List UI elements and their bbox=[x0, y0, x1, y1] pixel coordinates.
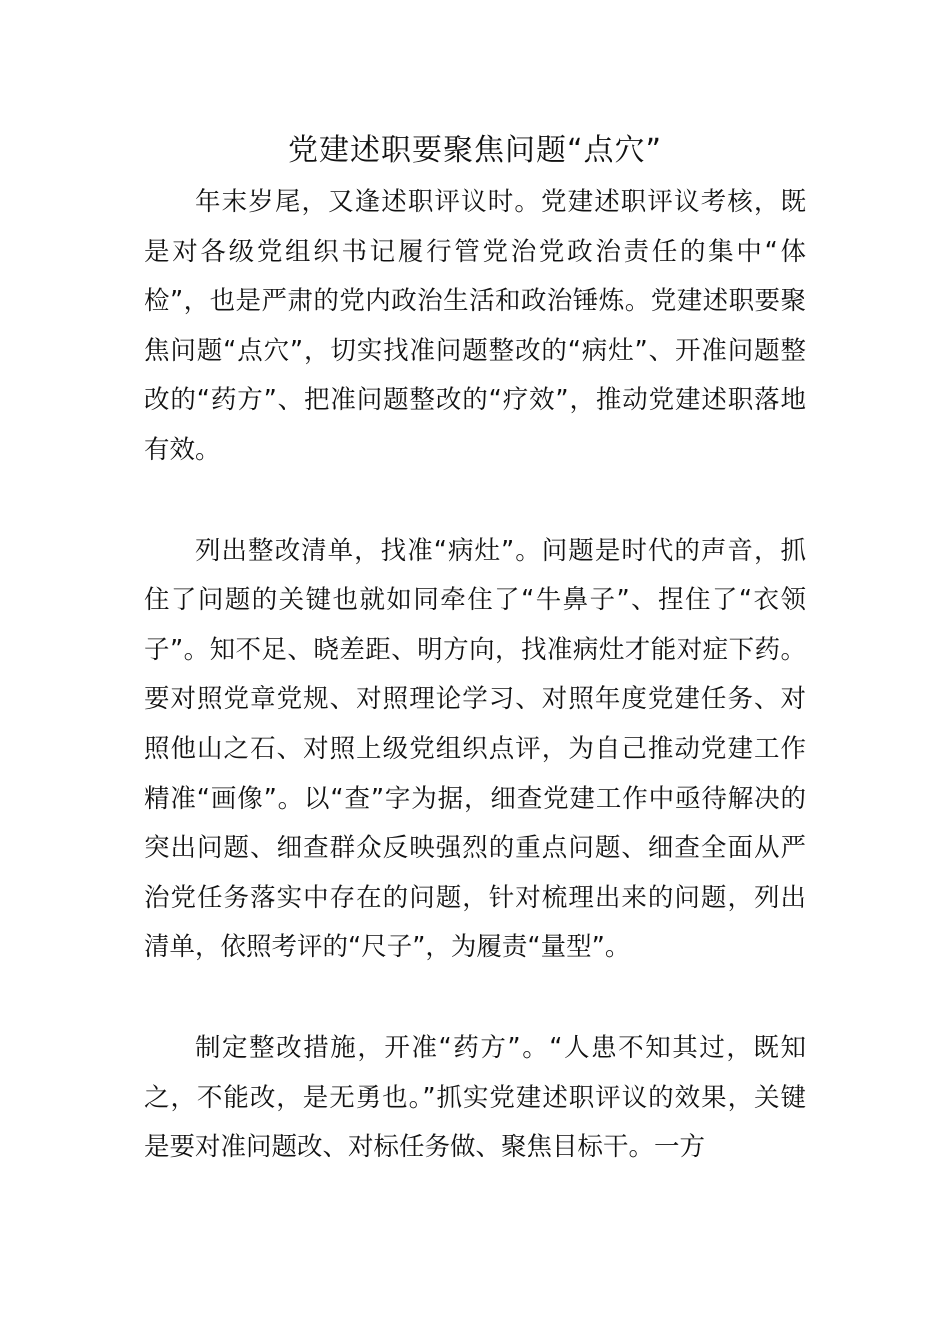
paragraph-3: 制定整改措施，开准“药方”。“人患不知其过，既知之，不能改，是无勇也。”抓实党建述职评议的效果，关键是要对准问题改、对标任务做、聚焦目标干。一方 bbox=[144, 1032, 806, 1163]
paragraph-spacer bbox=[144, 973, 806, 1024]
document-body bbox=[144, 178, 806, 1173]
paragraph-2: 列出整改清单，找准“病灶”。问题是时代的声音，抓住了问题的关键也就如同牵住了“牛鼻子”、捏住了“衣领子”。知不足、晓差距、明方向，找准病灶才能对症下药。要对照党章党规、对照理论学习、对照年度党建任务、对照他山之石、对照上级党组织点评，为自己推动党建工作精准“画像”。以“查”字为据，细查党建工作中亟待解决的突出问题、细查群众反映强烈的重点问题、细查全面从严治党任务落实中存在的问题，针对梳理出来的问题，列出清单，依照考评的“尺子”，为履责“量型”。 bbox=[144, 535, 806, 963]
paragraph-spacer bbox=[144, 476, 806, 527]
paragraph-1: 年末岁尾，又逢述职评议时。党建述职评议考核，既是对各级党组织书记履行管党治党政治责任的集中“体检”，也是严肃的党内政治生活和政治锤炼。党建述职要聚焦问题“点穴”，切实找准问题整改的“病灶”、开准问题整改的“药方”、把准问题整改的“疗效”，推动党建述职落地有效。 bbox=[144, 187, 806, 465]
document-title: 党建述职要聚焦问题“点穴” bbox=[287, 133, 663, 168]
